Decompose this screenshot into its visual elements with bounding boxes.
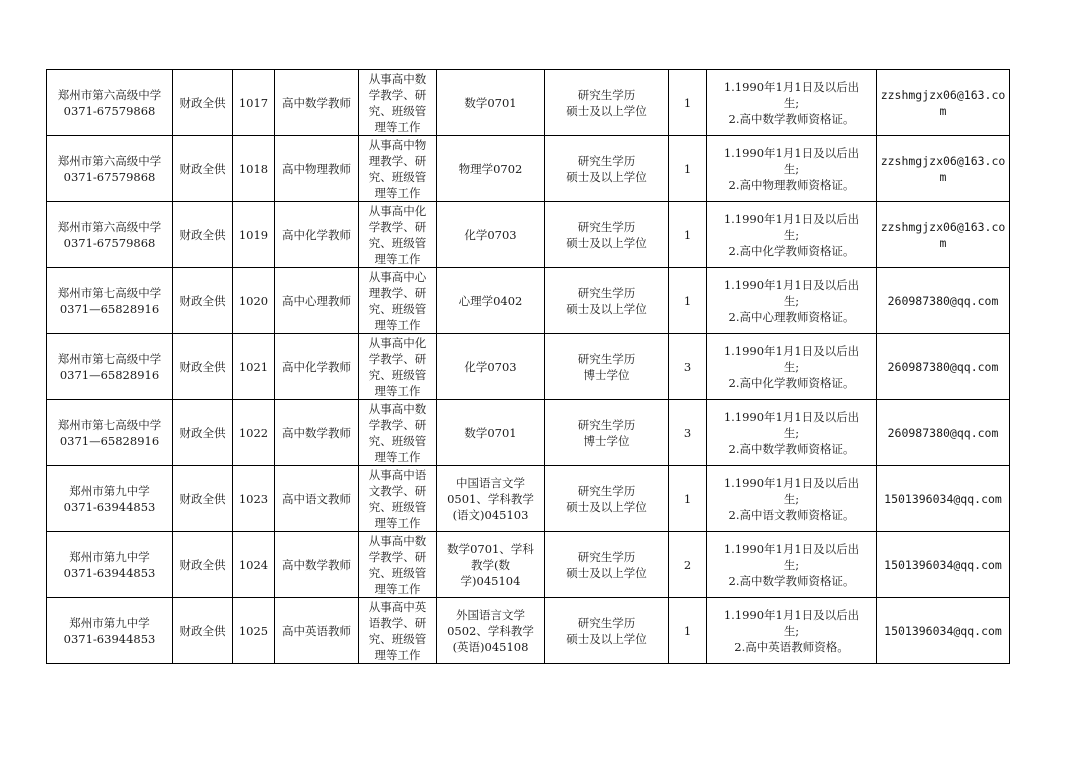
- cell-duty-line: 究、班级管: [368, 235, 427, 250]
- cell-requirements: [707, 136, 877, 202]
- cell-email: 260987380@qq.com: [877, 268, 1010, 334]
- cell-email: 260987380@qq.com: [877, 334, 1010, 400]
- cell-requirements-line: 1.1990年1月1日及以后出: [723, 409, 860, 424]
- cell-education-line: 硕士及以上学位: [566, 169, 647, 184]
- cell-duty-line: 文教学、研: [368, 483, 427, 498]
- cell-major-line: 物理学0702: [458, 161, 523, 176]
- cell-requirements-line: 生;: [783, 425, 800, 440]
- cell-requirements-line: 生;: [783, 293, 800, 308]
- cell-major: [437, 598, 545, 664]
- cell-funding-type: 财政全供: [173, 70, 233, 136]
- cell-email: 260987380@qq.com: [877, 400, 1010, 466]
- cell-duty-line: 从事高中数: [368, 401, 427, 416]
- cell-duty: [359, 598, 437, 664]
- cell-education: [545, 466, 669, 532]
- cell-duty: [359, 268, 437, 334]
- cell-duty-line: 究、班级管: [368, 169, 427, 184]
- table-row: [47, 334, 1010, 400]
- department-name: 郑州市第九中学: [69, 549, 150, 564]
- cell-major: [437, 532, 545, 598]
- cell-department: [47, 532, 173, 598]
- cell-duty-line: 理等工作: [374, 317, 421, 332]
- cell-education-line: 研究生学历: [577, 483, 636, 498]
- table-row: [47, 400, 1010, 466]
- cell-position-code: 1024: [233, 532, 275, 598]
- cell-department: [47, 598, 173, 664]
- cell-requirements-line: 生;: [783, 557, 800, 572]
- cell-education-line: 研究生学历: [577, 219, 636, 234]
- department-name: 郑州市第六高级中学: [57, 87, 162, 102]
- cell-requirements-line: 2.高中英语教师资格。: [734, 639, 849, 654]
- cell-requirements-line: 2.高中数学教师资格证。: [728, 441, 855, 456]
- cell-requirements-line: 1.1990年1月1日及以后出: [723, 541, 860, 556]
- cell-funding-type: 财政全供: [173, 598, 233, 664]
- cell-education-line: 研究生学历: [577, 87, 636, 102]
- cell-duty-line: 从事高中物: [368, 137, 427, 152]
- department-name: 郑州市第七高级中学: [57, 417, 162, 432]
- cell-major: [437, 334, 545, 400]
- cell-headcount: 1: [669, 202, 707, 268]
- cell-headcount: 1: [669, 136, 707, 202]
- cell-duty-line: 究、班级管: [368, 565, 427, 580]
- department-phone: 0371—65828916: [59, 367, 160, 382]
- cell-duty: [359, 136, 437, 202]
- cell-department: [47, 466, 173, 532]
- cell-duty: [359, 70, 437, 136]
- cell-duty: [359, 400, 437, 466]
- cell-requirements-line: 2.高中数学教师资格证。: [728, 111, 855, 126]
- cell-duty-line: 从事高中化: [368, 335, 427, 350]
- cell-education-line: 硕士及以上学位: [566, 301, 647, 316]
- cell-email: 1501396034@qq.com: [877, 532, 1010, 598]
- cell-requirements-line: 生;: [783, 95, 800, 110]
- cell-funding-type: 财政全供: [173, 400, 233, 466]
- cell-position-name: 高中英语教师: [275, 598, 359, 664]
- cell-duty-line: 理等工作: [374, 383, 421, 398]
- cell-requirements-line: 2.高中语文教师资格证。: [728, 507, 855, 522]
- cell-requirements: [707, 268, 877, 334]
- cell-duty-line: 从事高中数: [368, 533, 427, 548]
- cell-email: zzshmgjzx06@163.com: [877, 70, 1010, 136]
- cell-major-line: 学)045104: [460, 573, 521, 588]
- cell-duty-line: 理等工作: [374, 449, 421, 464]
- cell-major-line: 化学0703: [464, 359, 517, 374]
- cell-duty-line: 从事高中心: [368, 269, 427, 284]
- cell-requirements-line: 生;: [783, 623, 800, 638]
- cell-education: [545, 268, 669, 334]
- cell-duty-line: 学教学、研: [368, 219, 427, 234]
- cell-requirements: [707, 70, 877, 136]
- cell-requirements-line: 1.1990年1月1日及以后出: [723, 145, 860, 160]
- cell-department: [47, 202, 173, 268]
- cell-education: [545, 202, 669, 268]
- department-name: 郑州市第九中学: [69, 483, 150, 498]
- cell-duty-line: 从事高中数: [368, 71, 427, 86]
- cell-funding-type: 财政全供: [173, 532, 233, 598]
- cell-education: [545, 598, 669, 664]
- cell-requirements: [707, 532, 877, 598]
- cell-duty: [359, 334, 437, 400]
- department-phone: 0371-63944853: [63, 565, 156, 580]
- cell-department: [47, 400, 173, 466]
- cell-position-name: 高中数学教师: [275, 400, 359, 466]
- cell-duty: [359, 532, 437, 598]
- cell-duty-line: 究、班级管: [368, 499, 427, 514]
- department-name: 郑州市第六高级中学: [57, 219, 162, 234]
- cell-position-name: 高中数学教师: [275, 532, 359, 598]
- cell-duty-line: 究、班级管: [368, 367, 427, 382]
- cell-funding-type: 财政全供: [173, 136, 233, 202]
- cell-headcount: 3: [669, 400, 707, 466]
- cell-major-line: 数学0701: [464, 425, 517, 440]
- cell-duty-line: 理教学、研: [368, 285, 427, 300]
- cell-major: [437, 466, 545, 532]
- cell-education: [545, 400, 669, 466]
- cell-education-line: 研究生学历: [577, 417, 636, 432]
- cell-requirements-line: 2.高中化学教师资格证。: [728, 375, 855, 390]
- cell-department: [47, 70, 173, 136]
- table-row: [47, 466, 1010, 532]
- cell-requirements-line: 2.高中心理教师资格证。: [728, 309, 855, 324]
- cell-requirements: [707, 400, 877, 466]
- cell-position-code: 1018: [233, 136, 275, 202]
- department-name: 郑州市第七高级中学: [57, 351, 162, 366]
- cell-email: zzshmgjzx06@163.com: [877, 202, 1010, 268]
- cell-education-line: 博士学位: [583, 367, 630, 382]
- cell-duty-line: 语教学、研: [368, 615, 427, 630]
- cell-duty-line: 究、班级管: [368, 433, 427, 448]
- cell-position-code: 1025: [233, 598, 275, 664]
- cell-major: [437, 268, 545, 334]
- cell-requirements: [707, 598, 877, 664]
- cell-funding-type: 财政全供: [173, 268, 233, 334]
- cell-headcount: 1: [669, 70, 707, 136]
- table-row: [47, 268, 1010, 334]
- cell-duty-line: 理等工作: [374, 647, 421, 662]
- cell-major-line: 外国语言文学: [456, 607, 525, 622]
- department-phone: 0371-63944853: [63, 631, 156, 646]
- cell-education-line: 硕士及以上学位: [566, 103, 647, 118]
- cell-major: [437, 70, 545, 136]
- cell-position-code: 1019: [233, 202, 275, 268]
- cell-education-line: 硕士及以上学位: [566, 631, 647, 646]
- cell-email: 1501396034@qq.com: [877, 466, 1010, 532]
- cell-position-code: 1022: [233, 400, 275, 466]
- cell-requirements-line: 生;: [783, 227, 800, 242]
- cell-requirements-line: 1.1990年1月1日及以后出: [723, 475, 860, 490]
- cell-position-name: 高中数学教师: [275, 70, 359, 136]
- cell-duty-line: 理等工作: [374, 185, 421, 200]
- cell-duty-line: 从事高中英: [368, 599, 427, 614]
- department-phone: 0371—65828916: [59, 433, 160, 448]
- cell-requirements-line: 2.高中数学教师资格证。: [728, 573, 855, 588]
- cell-requirements-line: 生;: [783, 359, 800, 374]
- table-row: [47, 598, 1010, 664]
- cell-position-name: 高中化学教师: [275, 334, 359, 400]
- cell-education: [545, 334, 669, 400]
- department-phone: 0371-67579868: [63, 235, 156, 250]
- cell-major-line: 0501、学科教学: [447, 491, 534, 506]
- cell-email: 1501396034@qq.com: [877, 598, 1010, 664]
- cell-requirements-line: 1.1990年1月1日及以后出: [723, 277, 860, 292]
- cell-duty: [359, 466, 437, 532]
- cell-position-name: 高中化学教师: [275, 202, 359, 268]
- cell-requirements-line: 1.1990年1月1日及以后出: [723, 79, 860, 94]
- cell-education-line: 硕士及以上学位: [566, 235, 647, 250]
- cell-position-name: 高中物理教师: [275, 136, 359, 202]
- cell-major-line: 中国语言文学: [456, 475, 525, 490]
- department-phone: 0371-67579868: [63, 103, 156, 118]
- cell-position-code: 1021: [233, 334, 275, 400]
- table-row: [47, 136, 1010, 202]
- department-name: 郑州市第六高级中学: [57, 153, 162, 168]
- cell-education-line: 博士学位: [583, 433, 630, 448]
- cell-duty: [359, 202, 437, 268]
- cell-headcount: 3: [669, 334, 707, 400]
- cell-email: zzshmgjzx06@163.com: [877, 136, 1010, 202]
- cell-position-name: 高中语文教师: [275, 466, 359, 532]
- department-phone: 0371-67579868: [63, 169, 156, 184]
- cell-requirements-line: 生;: [783, 161, 800, 176]
- cell-major-line: 数学0701、学科: [447, 541, 534, 556]
- department-phone: 0371-63944853: [63, 499, 156, 514]
- cell-position-code: 1023: [233, 466, 275, 532]
- cell-funding-type: 财政全供: [173, 202, 233, 268]
- cell-requirements-line: 2.高中物理教师资格证。: [728, 177, 855, 192]
- cell-duty-line: 学教学、研: [368, 87, 427, 102]
- cell-duty-line: 理教学、研: [368, 153, 427, 168]
- cell-education-line: 研究生学历: [577, 285, 636, 300]
- cell-requirements-line: 1.1990年1月1日及以后出: [723, 211, 860, 226]
- department-name: 郑州市第九中学: [69, 615, 150, 630]
- cell-position-code: 1020: [233, 268, 275, 334]
- cell-requirements: [707, 202, 877, 268]
- cell-duty-line: 究、班级管: [368, 631, 427, 646]
- cell-major-line: (语文)045103: [452, 507, 529, 522]
- cell-major-line: 数学0701: [464, 95, 517, 110]
- cell-major-line: 0502、学科教学: [447, 623, 534, 638]
- cell-duty-line: 究、班级管: [368, 103, 427, 118]
- department-name: 郑州市第七高级中学: [57, 285, 162, 300]
- cell-duty-line: 理等工作: [374, 581, 421, 596]
- cell-education-line: 硕士及以上学位: [566, 499, 647, 514]
- cell-position-code: 1017: [233, 70, 275, 136]
- cell-duty-line: 从事高中化: [368, 203, 427, 218]
- cell-headcount: 1: [669, 598, 707, 664]
- cell-duty-line: 学教学、研: [368, 351, 427, 366]
- department-phone: 0371—65828916: [59, 301, 160, 316]
- cell-headcount: 1: [669, 268, 707, 334]
- cell-education: [545, 532, 669, 598]
- cell-requirements-line: 2.高中化学教师资格证。: [728, 243, 855, 258]
- cell-requirements-line: 生;: [783, 491, 800, 506]
- cell-duty-line: 理等工作: [374, 251, 421, 266]
- cell-department: [47, 334, 173, 400]
- cell-duty-line: 学教学、研: [368, 549, 427, 564]
- cell-requirements: [707, 334, 877, 400]
- table-body: [47, 70, 1010, 664]
- cell-headcount: 1: [669, 466, 707, 532]
- recruitment-table: [46, 69, 1010, 664]
- table-row: [47, 532, 1010, 598]
- table-row: [47, 70, 1010, 136]
- cell-major: [437, 136, 545, 202]
- cell-requirements-line: 1.1990年1月1日及以后出: [723, 607, 860, 622]
- cell-funding-type: 财政全供: [173, 466, 233, 532]
- cell-duty-line: 理等工作: [374, 119, 421, 134]
- cell-education-line: 研究生学历: [577, 549, 636, 564]
- cell-major: [437, 202, 545, 268]
- cell-requirements: [707, 466, 877, 532]
- cell-major: [437, 400, 545, 466]
- cell-major-line: 心理学0402: [458, 293, 523, 308]
- cell-duty-line: 理等工作: [374, 515, 421, 530]
- cell-position-name: 高中心理教师: [275, 268, 359, 334]
- cell-education: [545, 136, 669, 202]
- cell-department: [47, 268, 173, 334]
- cell-major-line: (英语)045108: [452, 639, 529, 654]
- cell-education-line: 研究生学历: [577, 615, 636, 630]
- cell-major-line: 化学0703: [464, 227, 517, 242]
- table-row: [47, 202, 1010, 268]
- cell-requirements-line: 1.1990年1月1日及以后出: [723, 343, 860, 358]
- cell-education-line: 硕士及以上学位: [566, 565, 647, 580]
- cell-education-line: 研究生学历: [577, 351, 636, 366]
- cell-education: [545, 70, 669, 136]
- cell-department: [47, 136, 173, 202]
- cell-funding-type: 财政全供: [173, 334, 233, 400]
- cell-major-line: 教学(数: [471, 557, 510, 572]
- cell-duty-line: 从事高中语: [368, 467, 427, 482]
- cell-headcount: 2: [669, 532, 707, 598]
- cell-education-line: 研究生学历: [577, 153, 636, 168]
- cell-duty-line: 究、班级管: [368, 301, 427, 316]
- cell-duty-line: 学教学、研: [368, 417, 427, 432]
